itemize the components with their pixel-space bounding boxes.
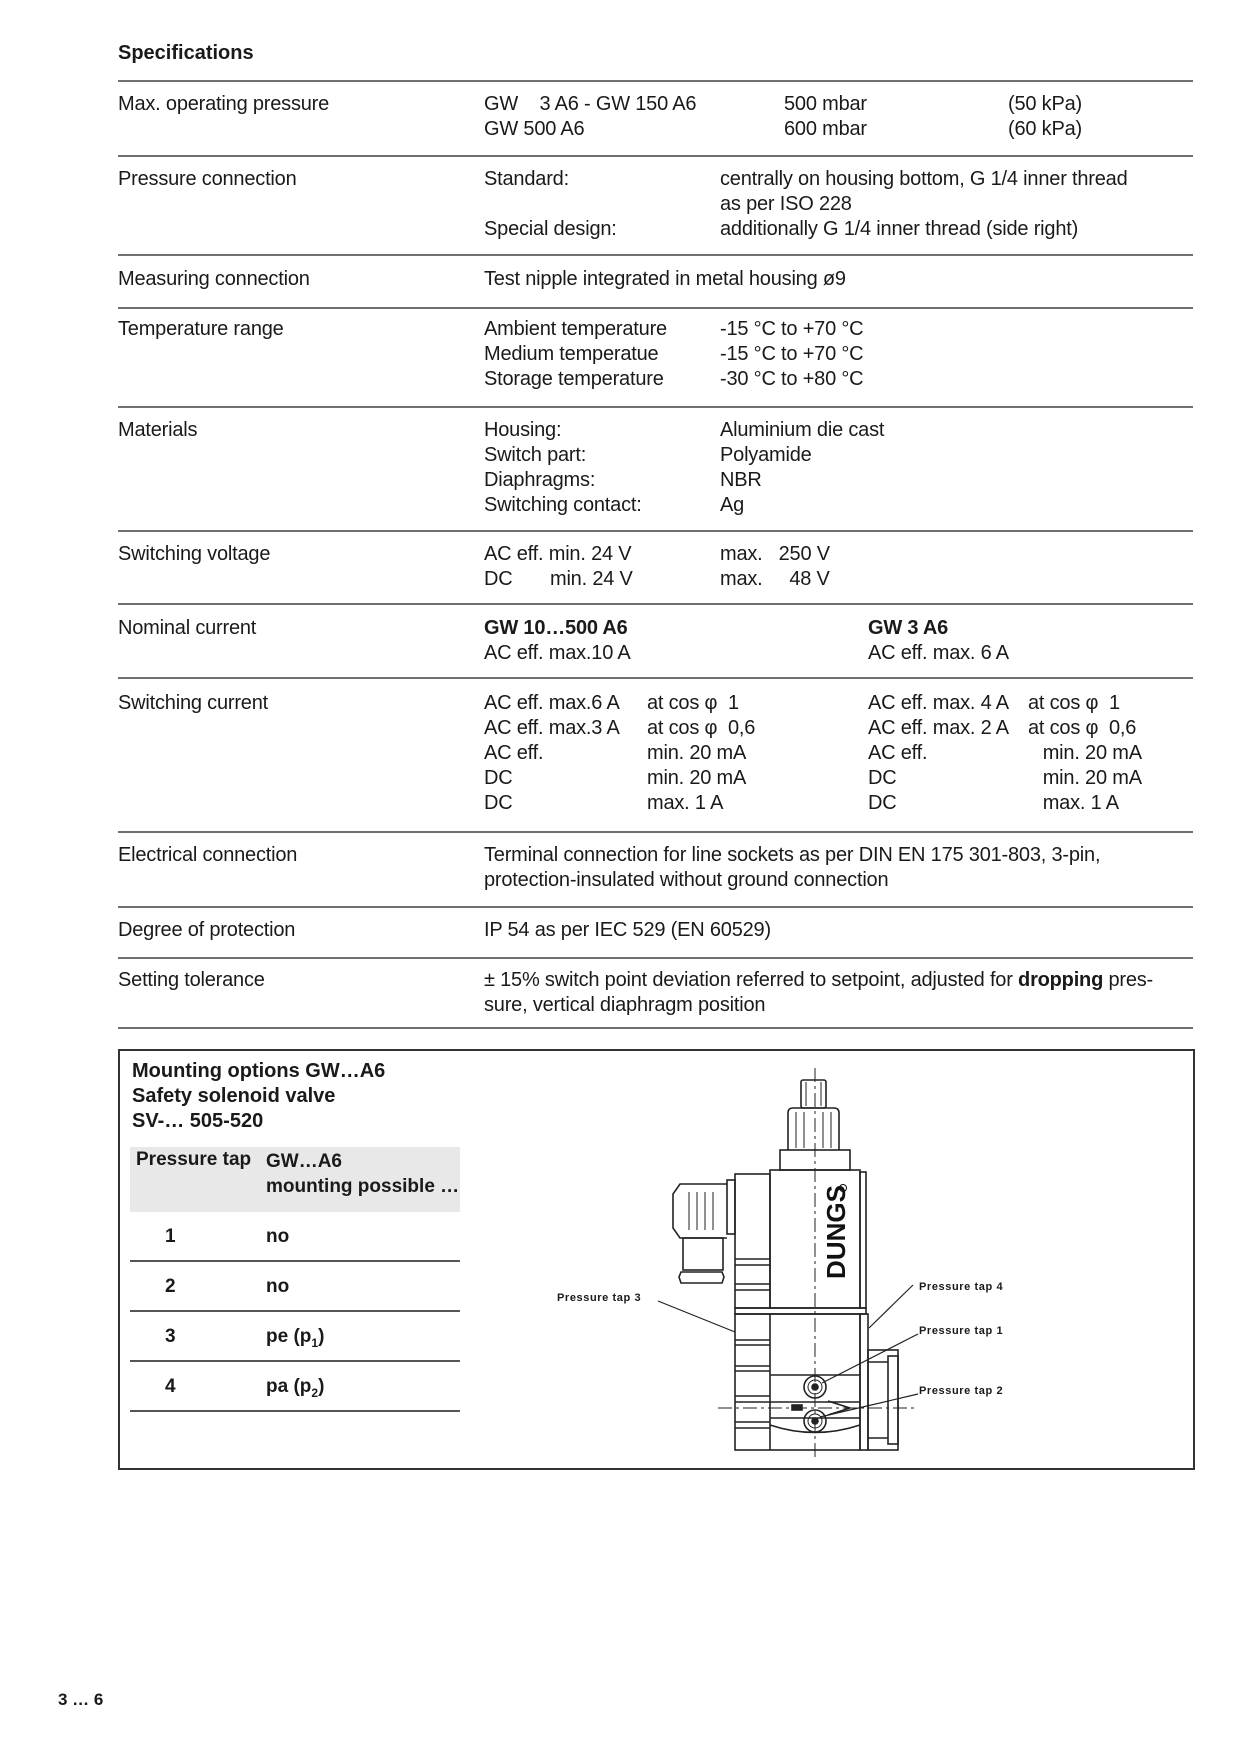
spec-value: min. 20 mA	[1032, 767, 1142, 789]
spec-sublabel: AC eff. min. 24 V	[484, 543, 632, 565]
tap-number: 3	[165, 1326, 176, 1347]
spec-sublabel: AC eff.	[868, 742, 928, 764]
spec-value: at cos φ 1	[647, 692, 739, 714]
spec-value: at cos φ 0,6	[1028, 717, 1137, 739]
brand-logo: DUNGS	[821, 1185, 851, 1279]
spec-sublabel: AC eff. max.3 A	[484, 717, 620, 739]
spec-sublabel: Diaphragms:	[484, 469, 596, 491]
mounting-title-line: SV-… 505-520	[132, 1110, 264, 1132]
spec-value: at cos φ 1	[1028, 692, 1120, 714]
spec-value: AC eff. max. 6 A	[868, 642, 1009, 664]
spec-value: additionally G 1/4 inner thread (side right)	[720, 218, 1079, 240]
spec-sublabel: Special design:	[484, 218, 617, 240]
spec-value: (50 kPa)	[1008, 93, 1082, 115]
mounting-title-line: Mounting options GW…A6	[132, 1060, 386, 1082]
spec-label: Switching current	[118, 692, 268, 714]
header-mounting-line: mounting possible …	[266, 1176, 460, 1197]
spec-label: Degree of protection	[118, 919, 296, 941]
tap-value-sub: 2	[311, 1385, 319, 1400]
tap-value-text: pe (p	[266, 1326, 312, 1347]
spec-value: -15 °C to +70 °C	[720, 343, 864, 365]
header-pressure-tap: Pressure tap	[136, 1149, 252, 1170]
spec-value: max. 48 V	[720, 568, 830, 590]
spec-value: 600 mbar	[784, 118, 867, 140]
spec-value: at cos φ 0,6	[647, 717, 756, 739]
spec-value: sure, vertical diaphragm position	[484, 994, 766, 1016]
tap-value: pa $(p_2)$	[266, 1376, 325, 1400]
spec-sublabel: Medium temperatue	[484, 343, 659, 365]
spec-label: Nominal current	[118, 617, 257, 639]
spec-value: as per ISO 228	[720, 193, 852, 215]
tap-value: pe $(p_1)$	[266, 1326, 325, 1350]
spec-value: GW 3 A6 - GW 150 A6	[484, 93, 697, 115]
group-title: GW 3 A6	[868, 617, 949, 639]
spec-value: max. 1 A	[1032, 792, 1119, 814]
spec-sublabel: AC eff. max. 4 A	[868, 692, 1009, 714]
spec-sublabel: DC	[868, 792, 897, 814]
tap-value: no	[266, 1226, 290, 1247]
spec-sublabel: AC eff. max.6 A	[484, 692, 620, 714]
spec-value: 500 mbar	[784, 93, 867, 115]
tap-value-text: pa (p	[266, 1376, 312, 1397]
label-pressure-tap-2: Pressure tap 2	[919, 1385, 1004, 1397]
tap-value: no	[266, 1276, 290, 1297]
spec-sublabel: DC	[484, 792, 513, 814]
spec-sublabel: Housing:	[484, 419, 562, 441]
spec-value: IP 54 as per IEC 529 (EN 60529)	[484, 919, 771, 941]
spec-sublabel: Standard:	[484, 168, 569, 190]
spec-sublabel: AC eff.	[484, 742, 544, 764]
spec-value: NBR	[720, 469, 762, 491]
spec-value: Polyamide	[720, 444, 812, 466]
group-title: GW 10…500 A6	[484, 617, 628, 639]
spec-sublabel: AC eff. max. 2 A	[868, 717, 1009, 739]
label-pressure-tap-4: Pressure tap 4	[919, 1281, 1004, 1293]
spec-sublabel: Switch part:	[484, 444, 587, 466]
label-pressure-tap-1: Pressure tap 1	[919, 1325, 1004, 1337]
tolerance-text-end: pres-	[1103, 969, 1154, 991]
tap-number: 1	[165, 1226, 176, 1247]
tap-number: 4	[165, 1376, 176, 1397]
spec-value: -30 °C to +80 °C	[720, 368, 864, 390]
spec-value: min. 20 mA	[647, 767, 747, 789]
spec-label: Temperature range	[118, 318, 284, 340]
spec-sublabel: Storage temperature	[484, 368, 664, 390]
spec-value: min. 20 mA	[647, 742, 747, 764]
label-pressure-tap-3: Pressure tap 3	[557, 1292, 642, 1304]
spec-value: Ag	[720, 494, 745, 516]
spec-value: protection-insulated without ground connection	[484, 869, 889, 891]
spec-sublabel: Switching contact:	[484, 494, 642, 516]
spec-label: Materials	[118, 419, 198, 441]
page-title: Specifications	[118, 42, 254, 64]
spec-value: GW 500 A6	[484, 118, 585, 140]
spec-sublabel: Ambient temperature	[484, 318, 667, 340]
spec-label: Switching voltage	[118, 543, 271, 565]
spec-value: centrally on housing bottom, G 1/4 inner thread	[720, 168, 1128, 190]
page-number: 3 … 6	[58, 1690, 104, 1709]
spec-sublabel: DC min. 24 V	[484, 568, 633, 590]
spec-value: max. 1 A	[647, 792, 724, 814]
spec-value: AC eff. max.10 A	[484, 642, 631, 664]
spec-label: Electrical connection	[118, 844, 298, 866]
spec-value: Aluminium die cast	[720, 419, 885, 441]
tolerance-text: ± 15% switch point deviation referred to setpoint, adjusted for	[484, 969, 1019, 991]
spec-value: Test nipple integrated in metal housing ø9	[484, 268, 846, 290]
spec-label: Setting tolerance	[118, 969, 265, 991]
spec-value: -15 °C to +70 °C	[720, 318, 864, 340]
tolerance-emphasis: dropping	[1018, 969, 1104, 991]
header-mounting-line: GW…A6	[266, 1151, 342, 1172]
spec-value: min. 20 mA	[1032, 742, 1142, 764]
spec-sublabel: DC	[484, 767, 513, 789]
tap-value-sub: 1	[311, 1335, 319, 1350]
spec-label: Pressure connection	[118, 168, 297, 190]
spec-value: Terminal connection for line sockets as per DIN EN 175 301-803, 3-pin,	[484, 844, 1101, 866]
spec-sublabel: DC	[868, 767, 897, 789]
spec-label: Measuring connection	[118, 268, 310, 290]
tap-number: 2	[165, 1276, 176, 1297]
mounting-title-line: Safety solenoid valve	[132, 1085, 336, 1107]
spec-value: (60 kPa)	[1008, 118, 1082, 140]
spec-label: Max. operating pressure	[118, 93, 330, 115]
spec-value: max. 250 V	[720, 543, 830, 565]
